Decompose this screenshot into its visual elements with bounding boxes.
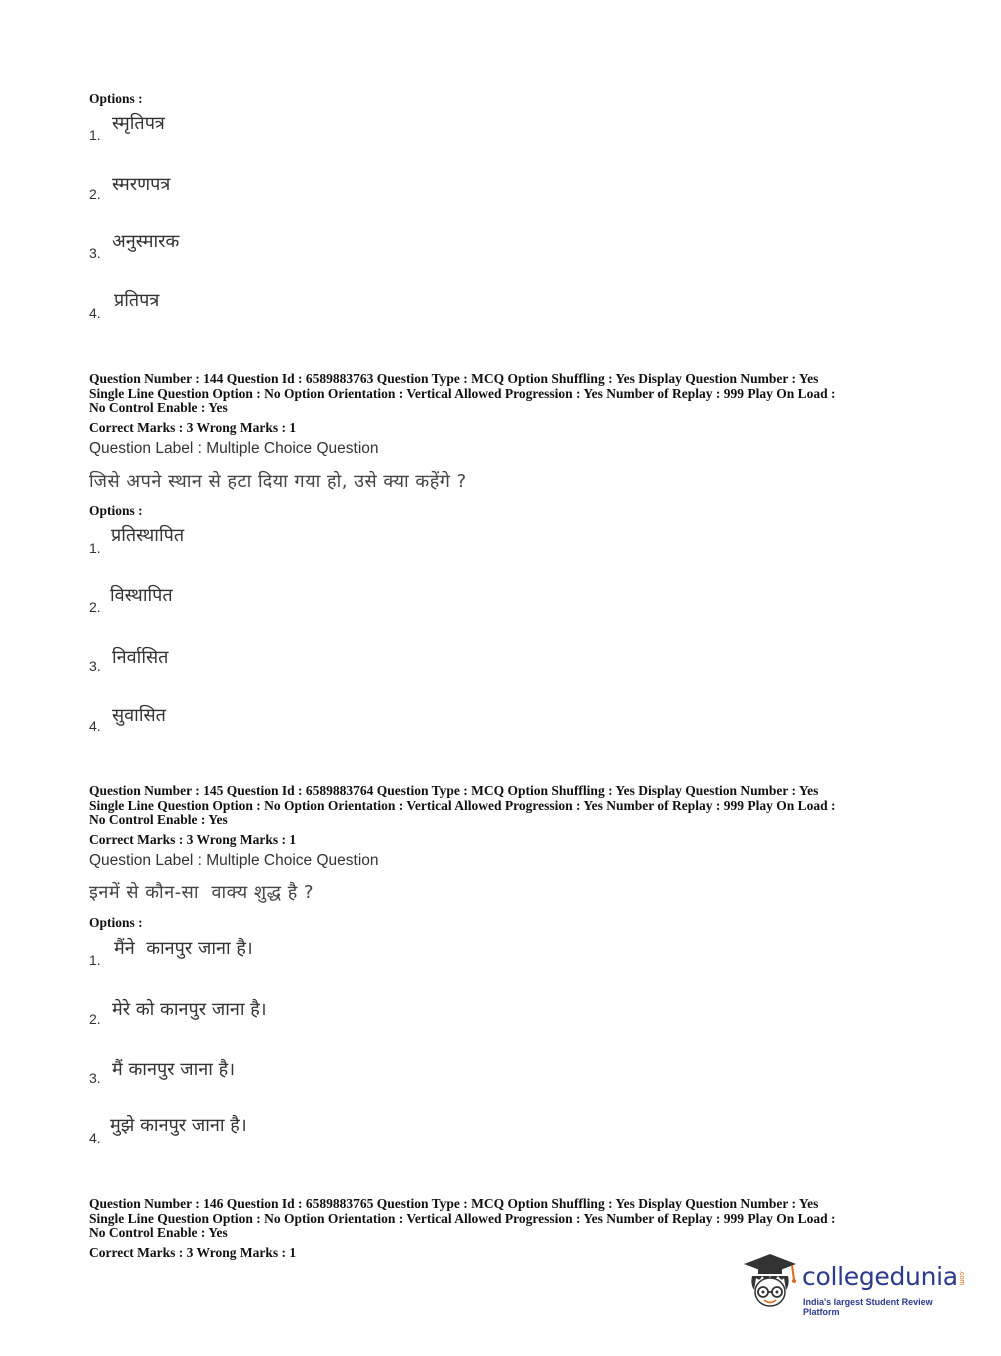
- option-text: अनुस्मारक: [112, 231, 180, 252]
- question-label: Question Label : Multiple Choice Question: [89, 852, 379, 869]
- question-label: Question Label : Multiple Choice Question: [89, 440, 379, 457]
- logo-wordmark: collegedunia: [802, 1262, 958, 1291]
- meta-line: No Control Enable : Yes: [89, 1225, 228, 1240]
- question-meta: [89, 372, 919, 416]
- meta-line: Question Number : 146 Question Id : 6589883765 Question Type : MCQ Option Shuffling : Yes Display Question Number : Yes: [89, 1196, 819, 1211]
- meta-line: No Control Enable : Yes: [89, 400, 228, 415]
- option-number: 3.: [89, 245, 101, 261]
- options-label: Options :: [89, 503, 143, 518]
- question-text: इनमें से कौन-सा वाक्य शुद्ध है ?: [89, 882, 315, 903]
- meta-line: Question Number : 144 Question Id : 6589883763 Question Type : MCQ Option Shuffling : Yes Display Question Number : Yes: [89, 371, 819, 386]
- option-number: 2.: [89, 186, 101, 202]
- option-number: 3.: [89, 1070, 101, 1086]
- meta-line: Question Number : 145 Question Id : 6589883764 Question Type : MCQ Option Shuffling : Yes Display Question Number : Yes: [89, 783, 819, 798]
- question-meta: [89, 1197, 919, 1241]
- logo-tagline: India's largest Student Review Platform: [803, 1297, 933, 1317]
- meta-line: Single Line Question Option : No Option Orientation : Vertical Allowed Progression : Yes Number of Replay : 999 Play On Load :: [89, 1210, 836, 1226]
- student-mascot-icon: [740, 1250, 802, 1312]
- option-text: मेरे को कानपुर जाना है।: [112, 999, 267, 1020]
- option-number: 2.: [89, 599, 101, 615]
- option-text: प्रतिस्थापित: [111, 525, 185, 546]
- option-number: 1.: [89, 540, 101, 556]
- marks-line: Correct Marks : 3 Wrong Marks : 1: [89, 1245, 297, 1260]
- option-text: स्मरणपत्र: [112, 174, 171, 195]
- option-number: 3.: [89, 658, 101, 674]
- option-number: 1.: [89, 952, 101, 968]
- option-text: निर्वासित: [112, 647, 169, 668]
- meta-line: Single Line Question Option : No Option Orientation : Vertical Allowed Progression : Yes Number of Replay : 999 Play On Load :: [89, 797, 836, 813]
- marks-line: Correct Marks : 3 Wrong Marks : 1: [89, 420, 297, 435]
- option-text: स्मृतिपत्र: [112, 113, 165, 134]
- option-number: 1.: [89, 127, 101, 143]
- option-text: सुवासित: [112, 705, 166, 726]
- logo-suffix: .com: [958, 1270, 965, 1286]
- option-number: 2.: [89, 1011, 101, 1027]
- options-label: Options :: [89, 91, 143, 106]
- option-text: प्रतिपत्र: [114, 290, 160, 311]
- meta-line: Single Line Question Option : No Option Orientation : Vertical Allowed Progression : Yes Number of Replay : 999 Play On Load :: [89, 385, 836, 401]
- question-text: जिसे अपने स्थान से हटा दिया गया हो, उसे क्या कहेंगे ?: [89, 471, 467, 492]
- option-text: मैंने कानपुर जाना है।: [114, 938, 253, 959]
- option-text: मुझे कानपुर जाना है।: [110, 1115, 247, 1136]
- question-meta: [89, 784, 919, 828]
- option-number: 4.: [89, 718, 101, 734]
- option-text: मैं कानपुर जाना है।: [112, 1059, 236, 1080]
- option-number: 4.: [89, 1130, 101, 1146]
- meta-line: No Control Enable : Yes: [89, 812, 228, 827]
- options-label: Options :: [89, 915, 143, 930]
- collegedunia-logo: [740, 1250, 970, 1320]
- marks-line: Correct Marks : 3 Wrong Marks : 1: [89, 832, 297, 847]
- option-text: विस्थापित: [110, 585, 173, 606]
- option-number: 4.: [89, 305, 101, 321]
